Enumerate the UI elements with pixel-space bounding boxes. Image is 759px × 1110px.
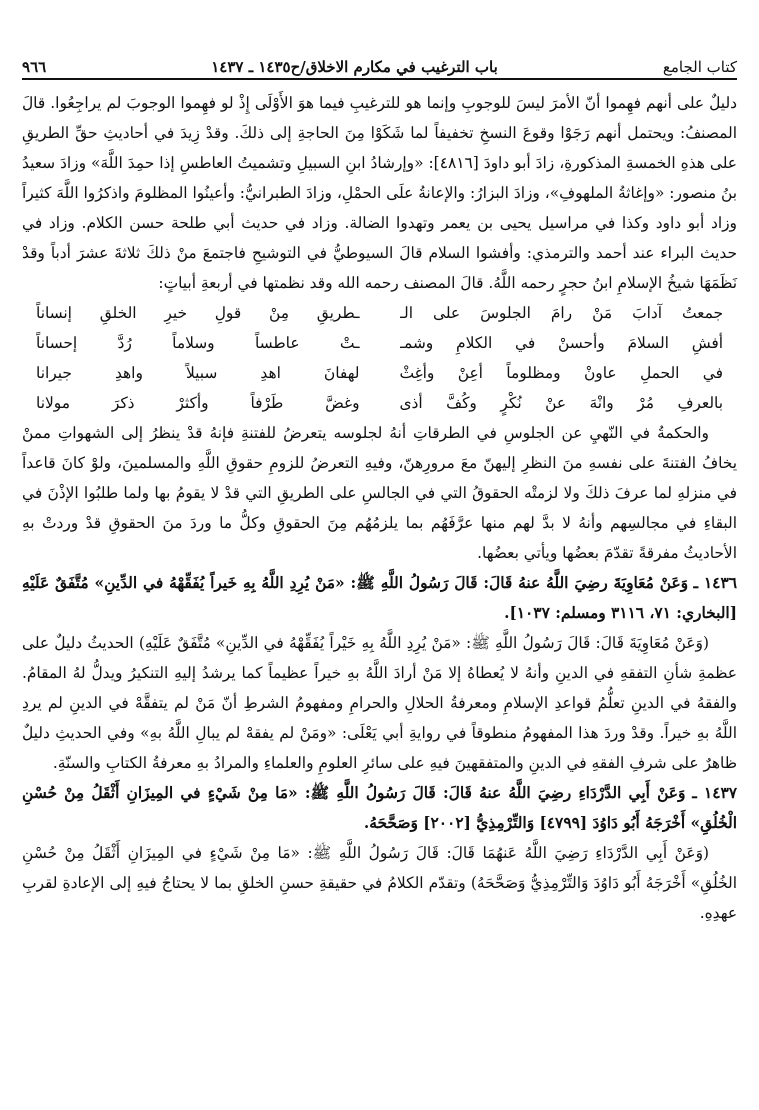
page-number: ٩٦٦: [22, 58, 47, 76]
poem-verse-1-first: جمعتُ آدابَ مَنْ رامَ الجلوسَ على الـ: [399, 304, 723, 322]
hadith-1436-number: ١٤٣٦ ـ: [693, 574, 737, 592]
poem-verse-3-second: لهفانَ اهدِ سبيلاً واهدِ جيرانا: [36, 364, 360, 382]
poem-verse-4-first: بالعرفِ مُرْ وانْهَ عنْ نُكْرٍ وكُفَّ أذى: [399, 394, 723, 412]
hadith-1436-text: وَعَنْ مُعَاوِيَةَ رضِيَ اللَّهُ عنهُ قَالَ: قَالَ رَسُولُ اللَّهِ ﷺ: «مَنْ يُرِدِ اللَّهُ بِهِ خَيراً يُفَقِّهْهُ في الدِّينِ» مُتَّفَقٌ عَلَيْهِ [البخاري: ٧١، ٣١١٦ ومسلم: ١٠٣٧].: [22, 574, 737, 622]
poem-verse-1-second: ـطريقِ مِنْ قولِ خيرِ الخلقِ إنساناً: [36, 304, 360, 322]
poem-verse-2-second: ـتْ عاطساً وسلاماً رُدَّ إحساناً: [36, 334, 360, 352]
commentary-1436: (وَعَنْ مُعَاوِيَةَ قَالَ: قَالَ رَسُولُ اللَّهِ ﷺ: «مَنْ يُرِدِ اللَّهُ بِهِ خَيْراً يُفَقِّهْهُ في الدِّينِ» مُتَّفَقٌ عَلَيْهِ) الحديثُ دليلٌ على عظمةِ شأنِ التفقهِ في الدينِ وأنهُ لا يُعطاهُ إلا مَنْ أرادَ اللَّهُ بهِ خيراً عظيماً كما يرشدُ إليهِ التنكيرُ ويدلُّ لهُ المقامُ. والفقهُ في الدينِ تعلُّمُ قواعدِ الإسلامِ ومعرفةُ الحلالِ والحرامِ ومفهومُ الشرطِ أنّ مَنْ لم يتفقَّهْ في الدينِ لم يردِ اللَّهُ بهِ خيراً. وقدْ وردَ هذا المفهومُ منطوقاً في روايةِ أبي يَعْلَى: «ومَنْ لم يفقهْ لم يبالِ اللَّهُ بهِ» وفي الحديثِ دليلٌ ظاهرٌ على شرفِ الفقهِ في الدينِ والمتفقهينَ فيهِ على سائرِ العلومِ والعلماءِ والمرادُ بهِ معرفةُ الكتابِ والسنّةِ.: [22, 634, 737, 772]
poem: [36, 298, 723, 418]
commentary-1437: (وَعَنْ أَبِي الدَّرْدَاءِ رَضِيَ اللَّهُ عَنهُمَا قَالَ: قَالَ رَسُولُ اللَّهِ ﷺ: «مَا مِنْ شَيْءٍ في المِيزَانِ أَثْقَلُ مِنْ حُسْنِ الخُلُقِ» أَخْرَجَهُ أَبُو دَاوُدَ وَالتِّرْمِذِيُّ وَصَحَّحَهُ) وتقدّم الكلامُ في حقيقةِ حسنِ الخلقِ بما لا يحتاجُ فيهِ إلى الإعادةِ لقربِ عهدِهِ.: [22, 844, 738, 922]
poem-verse-4-second: وغضَّ طَرْفاً وأكثرْ ذكرَ مولانا: [36, 394, 360, 412]
poem-verse-2-first: أفشِ السلامَ وأحسنْ في الكلامِ وشمـ: [399, 334, 723, 352]
chapter-heading: باب الترغيب في مكارم الاخلاق/ح١٤٣٥ ـ ١٤٣٧: [211, 58, 498, 76]
page-body: [22, 88, 737, 928]
page-header: [22, 48, 737, 76]
hadith-1437-number: ١٤٣٧ ـ: [692, 784, 737, 802]
hadith-1437-text: وَعَنْ أَبِي الدَّرْدَاءِ رضِيَ اللَّهُ عنهُ قَالَ: قَالَ رَسُولُ اللَّهِ ﷺ: «مَا مِنْ شَيْءٍ في المِيزَانِ أَثْقَلُ مِنْ حُسْنِ الْخُلُقِ» أَخْرَجَهُ أَبُو دَاوُدَ [٤٧٩٩] وَالتِّرْمِذِيُّ [٢٠٠٢] وَصَحَّحَهُ.: [22, 784, 737, 832]
header-rule: [22, 78, 737, 80]
book-title: كتاب الجامع: [662, 58, 737, 76]
poem-verse-3-first: في الحملِ عاونْ ومظلوماً أعِنْ وأغِثْ: [399, 364, 723, 382]
opening-paragraph: دليلٌ على أنهم فهِموا أنّ الأمرَ ليسَ للوجوبِ وإنما هو للترغيبِ فيما هوَ الأَوْلَى إِذْ لو فهِموا الوجوبَ لم يراجِعُوا. قالَ المصنفُ: ويحتمل أنهم رَجَوْا وقوعَ النسخِ تخفيفاً لما شَكَوْا مِنَ الحاجةِ إلى ذلكَ. وقدْ زِيدَ في أحاديثِ حقِّ الطريقِ على هذهِ الخمسةِ المذكورةِ، زادَ أبو داودَ [٤٨١٦]: «وإرشادُ ابنِ السبيلِ وتشميتُ العاطسِ إذا حمِدَ اللَّهَ» وزادَ سعيدُ بنُ منصور: «وإغاثةُ الملهوفِ»، وزادَ البزارُ: والإعانةُ علَى الحمْلِ، وزادَ الطبرانيُّ: وأعينُوا المظلومَ واذكرُوا اللَّهَ كثيراً وزاد أبو داود وكذا في مراسيل يحيى بن يعمر وتهدوا الضالة. وزاد في حديث أبي طلحة حسن الكلام. وزاد في حديث البراء عند أحمد والترمذي: وأفشوا السلام قالَ السيوطيُّ في التوشيحِ فاجتمعَ منْ ذلكَ ثلاثةَ عشرَ أدباً وقدْ نَظَمَهَا شيخُ الإسلامِ ابنُ حجرٍ رحمه اللَّهُ. قالَ المصنف رحمه الله وقد نظمتها في أربعةِ أبياتٍ:: [22, 94, 737, 292]
hadith-1437: [22, 778, 737, 838]
hadith-1436: [22, 568, 737, 628]
wisdom-paragraph: والحكمةُ في النّهيِ عن الجلوسِ في الطرقاتِ أنهُ لجلوسه يتعرضُ للفتنةِ فإنهُ قدْ ينظرُ إلى الشهواتِ ممنْ يخافُ الفتنةَ على نفسهِ منَ النظرِ إليهنّ معَ مرورِهنّ، وفيهِ التعرضُ للزومِ حقوقِ اللَّهِ والمسلمينَ، ولوْ كانَ قاعداً في منزلهِ لما عرفَ ذلكَ ولا لزمتْه الحقوقُ التي في الجالسِ على الطريقِ التي قدْ لا يقومُ بها ولما طلبُوا الإذْنَ في البقاءِ في مجالسِهم وأنهُ لا بدَّ لهم منها عرَّفَهُم بما يلزمُهُم مِنَ الحقوقِ وكلُّ ما وردَ منَ الحقوقِ قدْ وردتْ بهِ الأحاديثُ مفرقةً تقدّمَ بعضُها ويأتي بعضُها.: [22, 424, 738, 562]
